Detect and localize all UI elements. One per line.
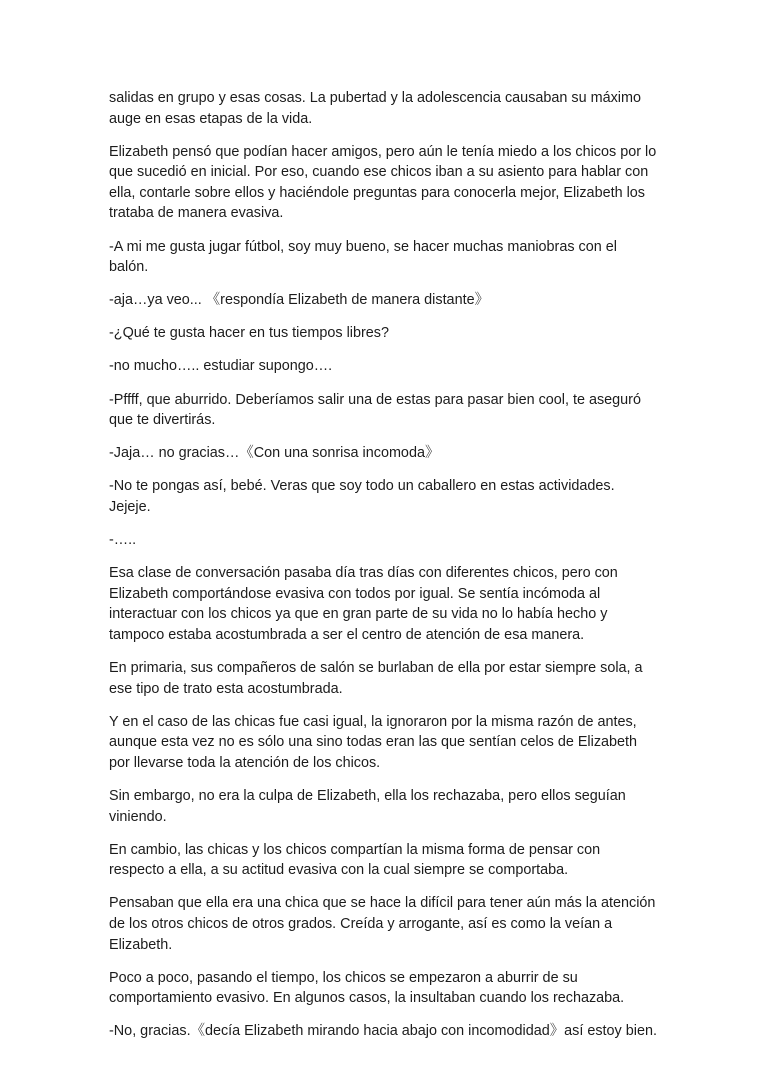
dialogue-line: -A mi me gusta jugar fútbol, soy muy bueno, se hacer muchas maniobras con el balón. [109,238,617,276]
dialogue-line: -aja…ya veo... 《respondía Elizabeth de manera distante》 [109,292,489,309]
paragraph: Esa clase de conversación pasaba día tras días con diferentes chicos, pero con Elizabeth comportándose evasiva con todos por igual. Se sentía incómoda al interactuar con los chicos ya que en gran parte de su vida no lo había hecho y tampoco estaba acostumbrada a ser el centro de atención de esa manera. [109,565,618,643]
paragraph: Elizabeth pensó que podían hacer amigos, pero aún le tenía miedo a los chicos por lo que sucedió en inicial. Por eso, cuando ese chicos iban a su asiento para hablar con ella, contarle sobre ellos y haciéndole preguntas para conocerla mejor, Elizabeth los trataba de manera evasiva. [109,143,657,222]
dialogue-line: -No te pongas así, bebé. Veras que soy todo un caballero en estas actividades. Jejeje. [109,478,615,515]
dialogue-line: -Pffff, que aburrido. Deberíamos salir una de estas para pasar bien cool, te aseguró que te divertirás. [109,391,641,429]
paragraph: En primaria, sus compañeros de salón se burlaban de ella por estar siempre sola, a ese tipo de trato esta acostumbrada. [109,659,643,697]
dialogue-line: -no mucho….. estudiar supongo…. [109,358,333,375]
paragraph: Y en el caso de las chicas fue casi igual, la ignoraron por la misma razón de antes, aunque esta vez no es sólo una sino todas eran las que sentían celos de Elizabeth por llevarse toda la atención de los chicos. [109,713,638,771]
paragraph: Pensaban que ella era una chica que se hace la difícil para tener aún más la atención de los otros chicos de otros grados. Creída y arrogante, así es como la veían a Elizabeth. [109,895,656,953]
dialogue-line: -….. [109,532,137,548]
document-body [109,88,657,1054]
dialogue-line: -No, gracias.《decía Elizabeth mirando hacia abajo con incomodidad》así estoy bien. [109,1023,657,1040]
paragraph: Sin embargo, no era la culpa de Elizabeth, ella los rechazaba, pero ellos seguían viniendo. [109,787,626,825]
paragraph: Poco a poco, pasando el tiempo, los chicos se empezaron a aburrir de su comportamiento evasivo. En algunos casos, la insultaban cuando los rechazaba. [109,969,625,1007]
paragraph: En cambio, las chicas y los chicos compartían la misma forma de pensar con respecto a ella, a su actitud evasiva con la cual siempre se comportaba. [109,841,601,879]
dialogue-line: -¿Qué te gusta hacer en tus tiempos libres? [109,325,389,342]
dialogue-line: -Jaja… no gracias…《Con una sonrisa incomoda》 [109,445,440,462]
paragraph: salidas en grupo y esas cosas. La pubertad y la adolescencia causaban su máximo auge en esas etapas de la vida. [109,90,641,127]
